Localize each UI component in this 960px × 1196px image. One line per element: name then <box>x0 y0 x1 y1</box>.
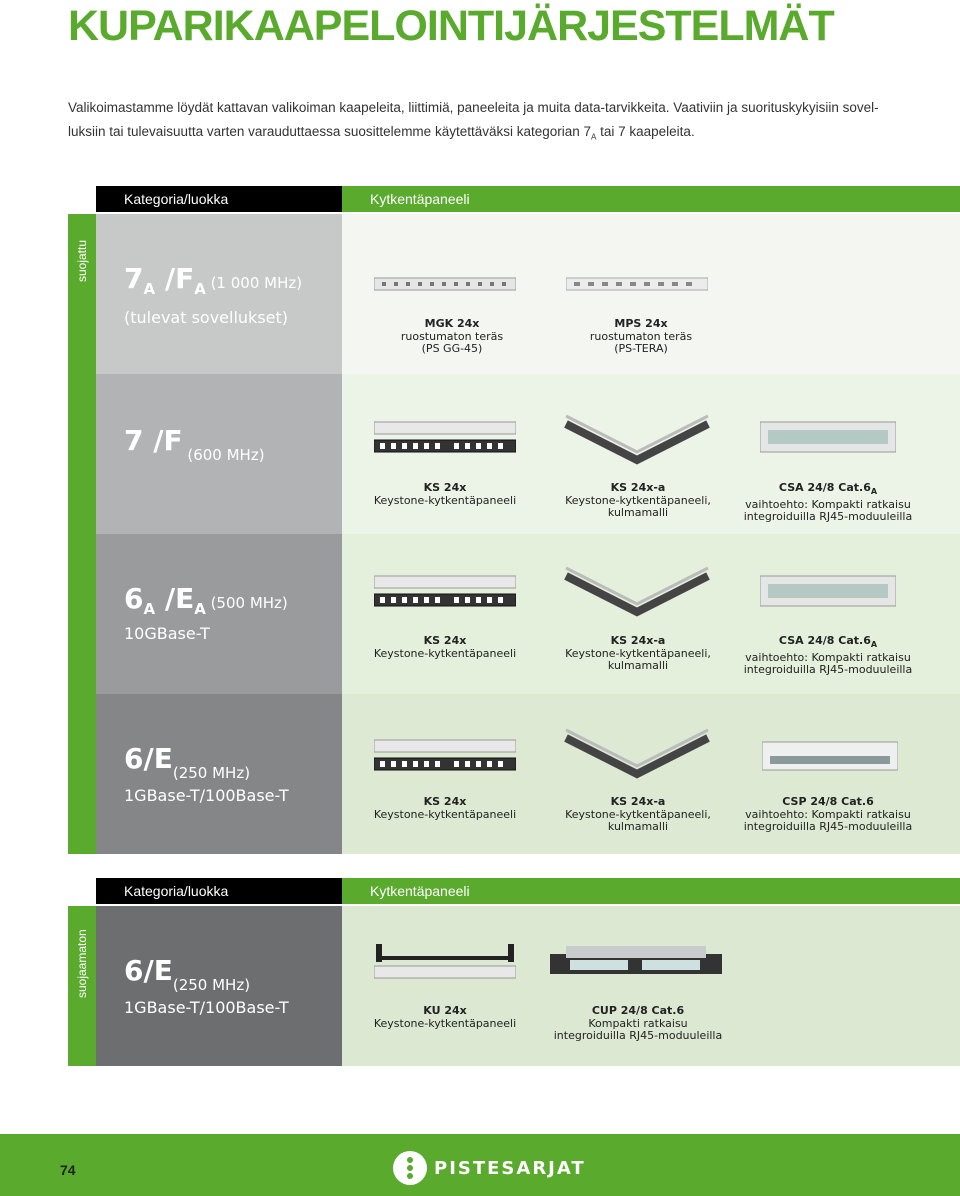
panel-image-ks24x <box>374 738 516 774</box>
category-cell-6-unshielded: 6/E(250 MHz) 1GBase-T/100Base-T <box>96 906 342 1066</box>
product-ks24x-a-r3: KS 24x-a Keystone-kytkentäpaneeli, kulmamalli <box>565 634 711 672</box>
product-csp-r4: CSP 24/8 Cat.6 vaihtoehto: Kompakti ratkaisu integroiduilla RJ45-moduuleilla <box>743 795 913 833</box>
category-cell-6: 6/E(250 MHz) 1GBase-T/100Base-T <box>96 694 342 854</box>
product-mgk: MGK 24x ruostumaton teräs (PS GG-45) <box>400 317 504 355</box>
panel-image-ks24x-a <box>564 562 710 618</box>
product-csa-r3: CSA 24/8 $Cat.6_A$ vaihtoehto: Kompakti ratkaisu integroiduilla RJ45-moduuleilla <box>743 634 913 677</box>
page-title: KUPARIKAAPELOINTIJÄRJESTELMÄT <box>68 2 834 50</box>
product-csa-r2: CSA 24/8 $Cat.6_A$ vaihtoehto: Kompakti ratkaisu integroiduilla RJ45-moduuleilla <box>743 481 913 524</box>
product-ks24x-r2: KS 24x Keystone-kytkentäpaneeli <box>373 481 517 507</box>
category-cell-7: 7 /F (600 MHz) <box>96 374 342 534</box>
panel-image-ks24x <box>374 574 516 610</box>
panel-image-mgk <box>374 276 516 292</box>
panel-image-csa <box>760 572 896 612</box>
product-ks24x-a-r4: KS 24x-a Keystone-kytkentäpaneeli, kulmamalli <box>565 795 711 833</box>
panel-image-csa <box>760 418 896 458</box>
intro-paragraph: Valikoimastamme löydät kattavan valikoiman kaapeleita, liittimiä, paneeleita ja muita data-tarvikkeita. Vaativiin ja suorituskykyisiin sovel-luksiin tai tulevaisuutta varten varauduttaessa suosittelemme käytettäväksi kategorian $7_A$ tai 7 kaapeleita. <box>68 100 879 142</box>
logo-text: PISTESARJAT <box>434 1158 586 1179</box>
panel-image-ks24x-a <box>564 724 710 780</box>
panel-image-csp <box>762 736 898 776</box>
panel-image-cup <box>550 944 722 980</box>
category-cell-7a: 7A /FA (1 000 MHz) (tulevat sovellukset) <box>96 214 342 374</box>
side-label-unshielded: suojaamaton <box>68 906 96 1066</box>
product-ks24x-r4: KS 24x Keystone-kytkentäpaneeli <box>373 795 517 821</box>
product-ku24x: KU 24x Keystone-kytkentäpaneeli <box>373 1004 517 1030</box>
product-ks24x-r3: KS 24x Keystone-kytkentäpaneeli <box>373 634 517 660</box>
product-cup: CUP 24/8 Cat.6 Kompakti ratkaisu integroiduilla RJ45-moduuleilla <box>553 1004 723 1042</box>
panel-image-ks24x <box>374 420 516 456</box>
panel-image-mps <box>566 276 708 292</box>
panel-image-ks24x-a <box>564 410 710 466</box>
product-mps: MPS 24x ruostumaton teräs (PS-TERA) <box>589 317 693 355</box>
header-category: Kategoria/luokka <box>96 186 342 212</box>
side-label-shielded: suojattu <box>68 214 96 854</box>
product-ks24x-a-r2: KS 24x-a Keystone-kytkentäpaneeli, kulmamalli <box>565 481 711 519</box>
header-panel-2: Kytkentäpaneeli <box>342 878 960 904</box>
panel-image-ku24x <box>374 940 516 984</box>
page-number: 74 <box>60 1162 76 1178</box>
header-category-2: Kategoria/luokka <box>96 878 342 904</box>
logo-icon <box>393 1151 427 1185</box>
category-cell-6a: 6A /EA (500 MHz) 10GBase-T <box>96 534 342 694</box>
header-panel: Kytkentäpaneeli <box>342 186 960 212</box>
